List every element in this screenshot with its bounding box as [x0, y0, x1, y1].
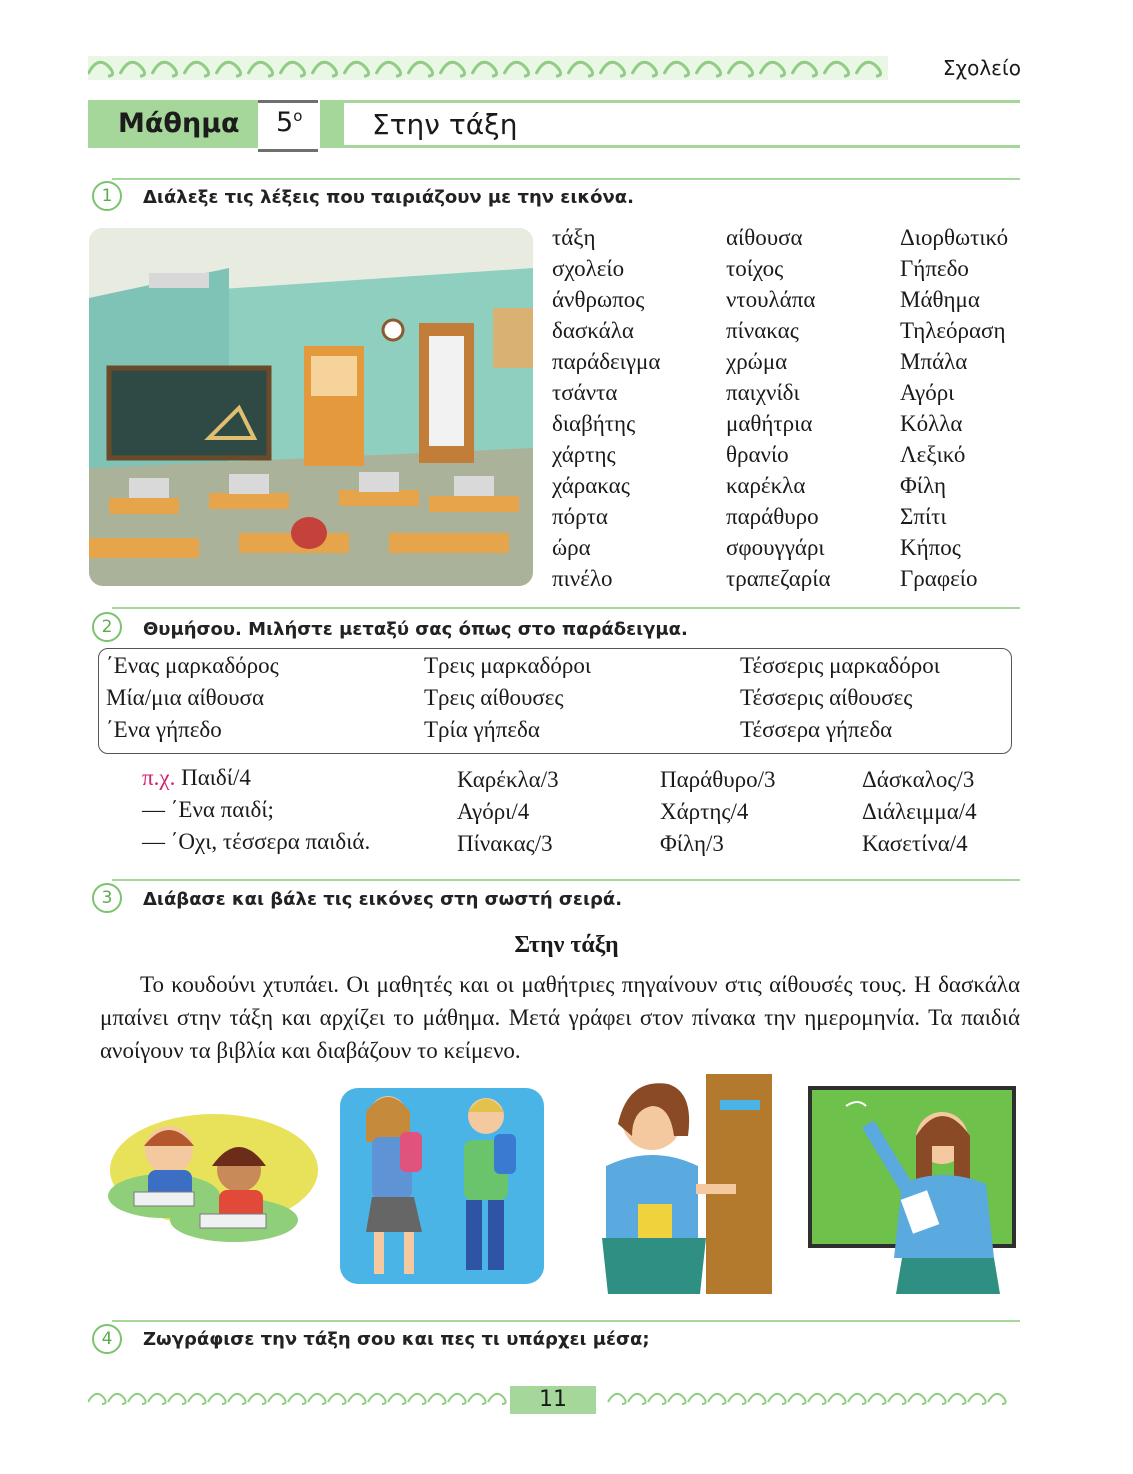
word: αίθουσα [726, 225, 803, 250]
word: χρώμα [726, 349, 788, 374]
example-line-1: π.χ. Παιδί/4 [142, 765, 251, 790]
exercise-3-number: 3 [92, 883, 122, 913]
word-column-3 [900, 222, 1008, 594]
word: παράθυρο [726, 504, 819, 529]
table-cell: Τρία γήπεδα [424, 717, 540, 742]
table-cell: Τέσσερις μαρκαδόροι [740, 653, 940, 678]
word: Κήπος [900, 535, 961, 560]
exercise-3-instruction: Διάβασε και βάλε τις εικόνες στη σωστή σειρά. [143, 889, 623, 910]
picture-children-reading [104, 1108, 318, 1244]
word: τοίχος [726, 256, 784, 281]
word: τάξη [552, 225, 596, 250]
word: παιχνίδι [726, 380, 800, 405]
word: Μάθημα [900, 287, 980, 312]
word: Μπάλα [900, 349, 968, 374]
lesson-number: $5^o$ [276, 107, 303, 138]
prompt-column-3 [862, 764, 977, 860]
table-column-one [106, 650, 279, 746]
word: σφουγγάρι [726, 535, 825, 560]
word: θρανίο [726, 442, 789, 467]
word: άνθρωπος [552, 287, 645, 312]
story-title: Στην τάξη [514, 932, 619, 958]
prompt-item: Φίλη/3 [660, 831, 724, 856]
prompt-item: Παράθυρο/3 [660, 767, 776, 792]
prompt-item: Διάλειμμα/4 [862, 799, 977, 824]
page-number: 11 [510, 1386, 596, 1414]
lesson-title: Στην τάξη [372, 108, 518, 141]
table-cell: Τρεις μαρκαδόροι [424, 653, 592, 678]
word: Κόλλα [900, 411, 963, 436]
word: Διορθωτικό [900, 225, 1009, 250]
lesson-line-top [344, 100, 1020, 103]
story-text: Το κουδούνι χτυπάει. Οι μαθητές και οι μαθήτριες πηγαίνουν στις αίθουσές τους. Η δασκάλα μπαίνει στην τάξη και αρχίζει το μάθημα. Μετά γράφει στον πίνακα την ημερομηνία. Τα παιδιά ανοίγουν τα βιβλία και διαβάζουν το κείμενο. [100, 972, 1020, 1063]
word: δασκάλα [552, 318, 634, 343]
prompt-item: Καρέκλα/3 [457, 767, 559, 792]
wave-ornament-top [88, 56, 888, 80]
word: Τηλεόραση [900, 318, 1006, 343]
lesson-word: Μάθημα [118, 108, 240, 139]
table-column-four [740, 650, 940, 746]
classroom-illustration [89, 228, 533, 586]
word: τσάντα [552, 380, 618, 405]
lesson-header [88, 100, 1020, 148]
example-line-3: — ΄Οχι, τέσσερα παιδιά. [142, 829, 371, 854]
dialogue-example [142, 762, 370, 858]
exercise-4-instruction: Ζωγράφισε την τάξη σου και πες τι υπάρχει μέσα; [143, 1329, 650, 1350]
word: καρέκλα [726, 473, 806, 498]
lesson-line-bottom [344, 145, 1020, 148]
word: παράδειγμα [552, 349, 661, 374]
word: πινέλο [552, 566, 613, 591]
picture-teacher-entering [588, 1074, 772, 1294]
lesson-stripe [320, 100, 344, 148]
word: χάρακας [552, 473, 630, 498]
word-column-2 [726, 222, 831, 594]
table-cell: Τέσσερα γήπεδα [740, 717, 893, 742]
prompt-item: Χάρτης/4 [660, 799, 749, 824]
word: πόρτα [552, 504, 608, 529]
exercise-1-number: 1 [92, 181, 122, 211]
picture-teacher-writing [806, 1084, 1018, 1294]
exercise-2-number: 2 [92, 612, 122, 642]
word: διαβήτης [552, 411, 636, 436]
table-cell: ΄Ενα γήπεδο [106, 717, 222, 742]
exercise-1-instruction: Διάλεξε τις λέξεις που ταιριάζουν με την εικόνα. [143, 187, 634, 208]
word: Γήπεδο [900, 256, 969, 281]
example-prefix: π.χ. [142, 765, 176, 790]
exercise-1-rule [112, 178, 1020, 180]
exercise-3-rule [112, 879, 1020, 881]
table-cell: Τέσσερις αίθουσες [740, 685, 913, 710]
example-line-2: — ΄Ενα παιδί; [142, 797, 274, 822]
word: ώρα [552, 535, 591, 560]
exercise-4-number: 4 [92, 1324, 122, 1354]
prompt-item: Κασετίνα/4 [862, 831, 968, 856]
prompt-column-2 [660, 764, 775, 860]
prompt-item: Πίνακας/3 [457, 831, 553, 856]
table-column-three [424, 650, 591, 746]
prompt-column-1 [457, 764, 559, 860]
picture-students-walking [336, 1082, 550, 1288]
table-cell: Τρεις αίθουσες [424, 685, 564, 710]
prompt-item: Αγόρι/4 [457, 799, 530, 824]
word: Γραφείο [900, 566, 978, 591]
exercise-4-rule [112, 1320, 1020, 1322]
table-cell: ΄Ενας μαρκαδόρος [106, 653, 279, 678]
word: σχολείο [552, 256, 625, 281]
prompt-item: Δάσκαλος/3 [862, 767, 975, 792]
word: πίνακας [726, 318, 799, 343]
word: τραπεζαρία [726, 566, 831, 591]
word: Φίλη [900, 473, 946, 498]
exercise-2-instruction: Θυμήσου. Μιλήστε μεταξύ σας όπως στο παράδειγμα. [143, 619, 688, 640]
section-label: Σχολείο [942, 56, 1021, 80]
word-column-1 [552, 222, 660, 594]
table-cell: Μία/μια αίθουσα [106, 685, 264, 710]
word: χάρτης [552, 442, 616, 467]
word: ντουλάπα [726, 287, 816, 312]
word: Αγόρι [900, 380, 955, 405]
exercise-2-rule [112, 607, 1020, 609]
word: Λεξικό [900, 442, 966, 467]
word: Σπίτι [900, 504, 947, 529]
word: μαθήτρια [726, 411, 813, 436]
